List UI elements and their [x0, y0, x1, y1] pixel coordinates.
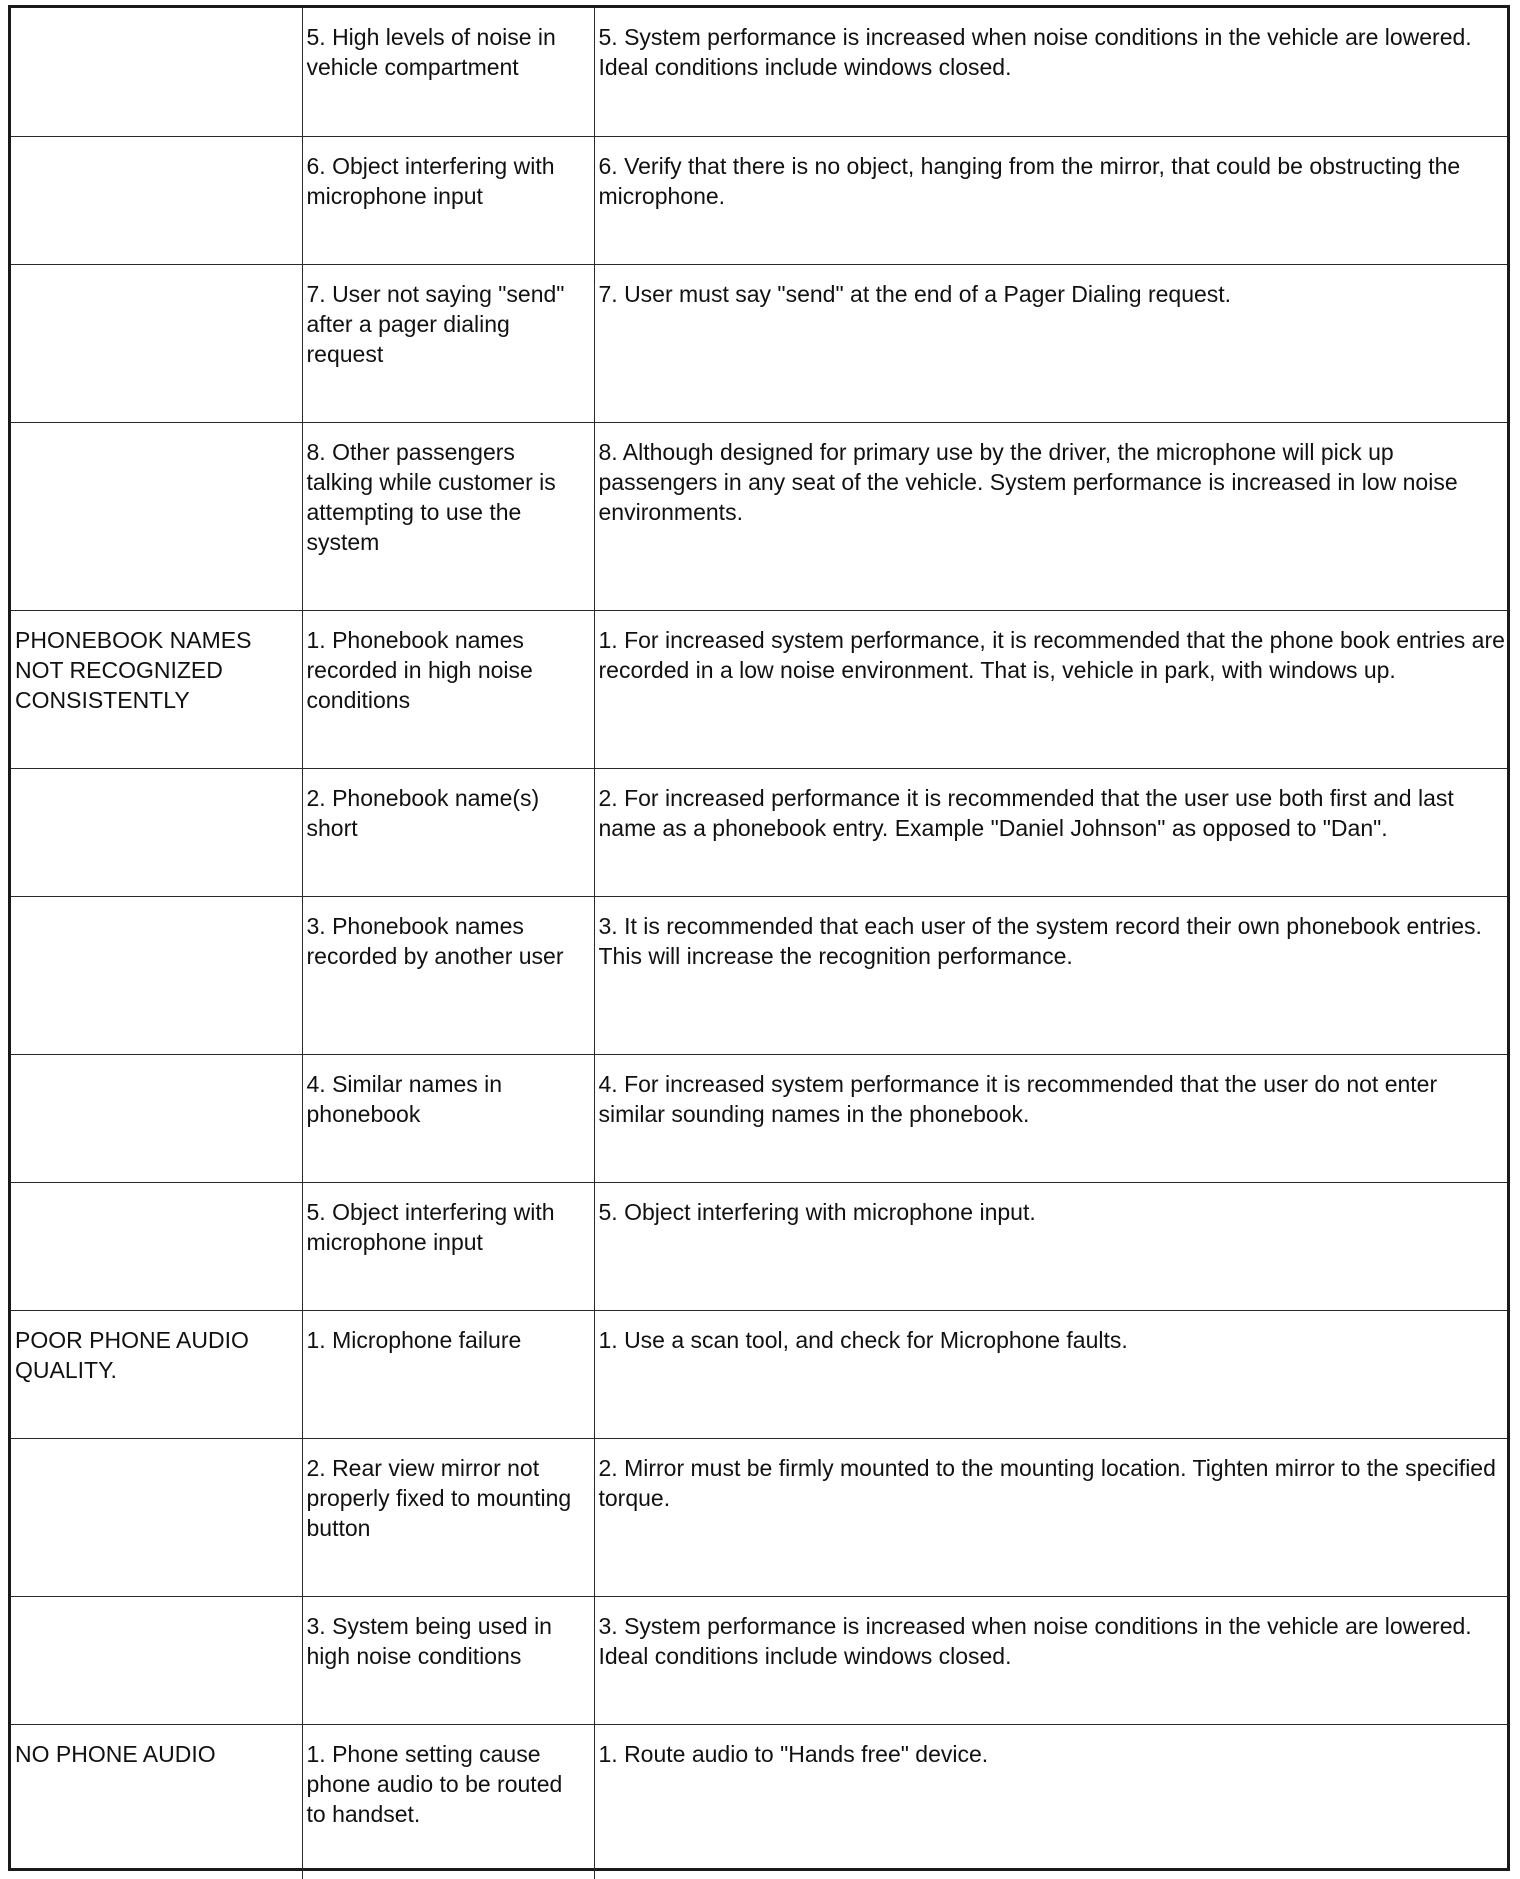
- cause-cell: 4. Similar names in phonebook: [302, 1054, 594, 1182]
- symptom-cell: [11, 264, 302, 422]
- symptom-cell: [11, 422, 302, 610]
- cause-cell: 3. Phonebook names recorded by another user: [302, 896, 594, 1054]
- symptom-cell: [11, 768, 302, 896]
- action-cell: 3. It is recommended that each user of the system record their own phonebook entries. This will increase the recognition performance.: [594, 896, 1507, 1054]
- symptom-cell: [11, 8, 302, 136]
- cause-cell: 3. System being used in high noise conditions: [302, 1596, 594, 1724]
- action-cell: 3. System performance is increased when noise conditions in the vehicle are lowered. Ideal conditions include windows closed.: [594, 1596, 1507, 1724]
- symptom-cell: [11, 1182, 302, 1310]
- symptom-cell: [11, 896, 302, 1054]
- table-row: [11, 422, 1507, 610]
- cause-cell: 2. Phonebook name(s) short: [302, 768, 594, 896]
- cause-cell: 7. User not saying "send" after a pager dialing request: [302, 264, 594, 422]
- action-cell: 1. For increased system performance, it is recommended that the phone book entries are recorded in a low noise environment. That is, vehicle in park, with windows up.: [594, 610, 1507, 768]
- table-row: [11, 768, 1507, 896]
- table-row: [11, 1182, 1507, 1310]
- action-cell: 2. For increased performance it is recommended that the user use both first and last name as a phonebook entry. Example "Daniel Johnson" as opposed to "Dan".: [594, 768, 1507, 896]
- symptom-cell: [11, 136, 302, 264]
- cause-cell: 5. High levels of noise in vehicle compartment: [302, 8, 594, 136]
- table-row: [11, 1438, 1507, 1596]
- table-row: [11, 610, 1507, 768]
- symptom-cell: POOR PHONE AUDIO QUALITY.: [11, 1310, 302, 1438]
- action-cell: 1. Route audio to "Hands free" device.: [594, 1724, 1507, 1879]
- troubleshooting-table: [11, 8, 1507, 1879]
- table-row: [11, 1596, 1507, 1724]
- symptom-cell: [11, 1054, 302, 1182]
- action-cell: 7. User must say "send" at the end of a Pager Dialing request.: [594, 264, 1507, 422]
- cause-cell: 1. Microphone failure: [302, 1310, 594, 1438]
- action-cell: 5. System performance is increased when noise conditions in the vehicle are lowered. Ideal conditions include windows closed.: [594, 8, 1507, 136]
- troubleshooting-table-frame: [8, 5, 1510, 1871]
- table-row: [11, 896, 1507, 1054]
- cause-cell: 1. Phone setting cause phone audio to be routed to handset.: [302, 1724, 594, 1879]
- table-row: [11, 136, 1507, 264]
- table-row: [11, 8, 1507, 136]
- table-row: [11, 1724, 1507, 1879]
- action-cell: 8. Although designed for primary use by the driver, the microphone will pick up passengers in any seat of the vehicle. System performance is increased in low noise environments.: [594, 422, 1507, 610]
- action-cell: 2. Mirror must be firmly mounted to the mounting location. Tighten mirror to the specified torque.: [594, 1438, 1507, 1596]
- action-cell: 4. For increased system performance it is recommended that the user do not enter similar sounding names in the phonebook.: [594, 1054, 1507, 1182]
- table-row: [11, 1054, 1507, 1182]
- symptom-cell: [11, 1596, 302, 1724]
- cause-cell: 1. Phonebook names recorded in high noise conditions: [302, 610, 594, 768]
- cause-cell: 5. Object interfering with microphone input: [302, 1182, 594, 1310]
- table-row: [11, 1310, 1507, 1438]
- symptom-cell: [11, 1438, 302, 1596]
- cause-cell: 2. Rear view mirror not properly fixed to mounting button: [302, 1438, 594, 1596]
- action-cell: 6. Verify that there is no object, hanging from the mirror, that could be obstructing the microphone.: [594, 136, 1507, 264]
- symptom-cell: NO PHONE AUDIO: [11, 1724, 302, 1879]
- action-cell: 1. Use a scan tool, and check for Microphone faults.: [594, 1310, 1507, 1438]
- symptom-cell: PHONEBOOK NAMES NOT RECOGNIZED CONSISTENTLY: [11, 610, 302, 768]
- cause-cell: 8. Other passengers talking while customer is attempting to use the system: [302, 422, 594, 610]
- cause-cell: 6. Object interfering with microphone input: [302, 136, 594, 264]
- table-row: [11, 264, 1507, 422]
- action-cell: 5. Object interfering with microphone input.: [594, 1182, 1507, 1310]
